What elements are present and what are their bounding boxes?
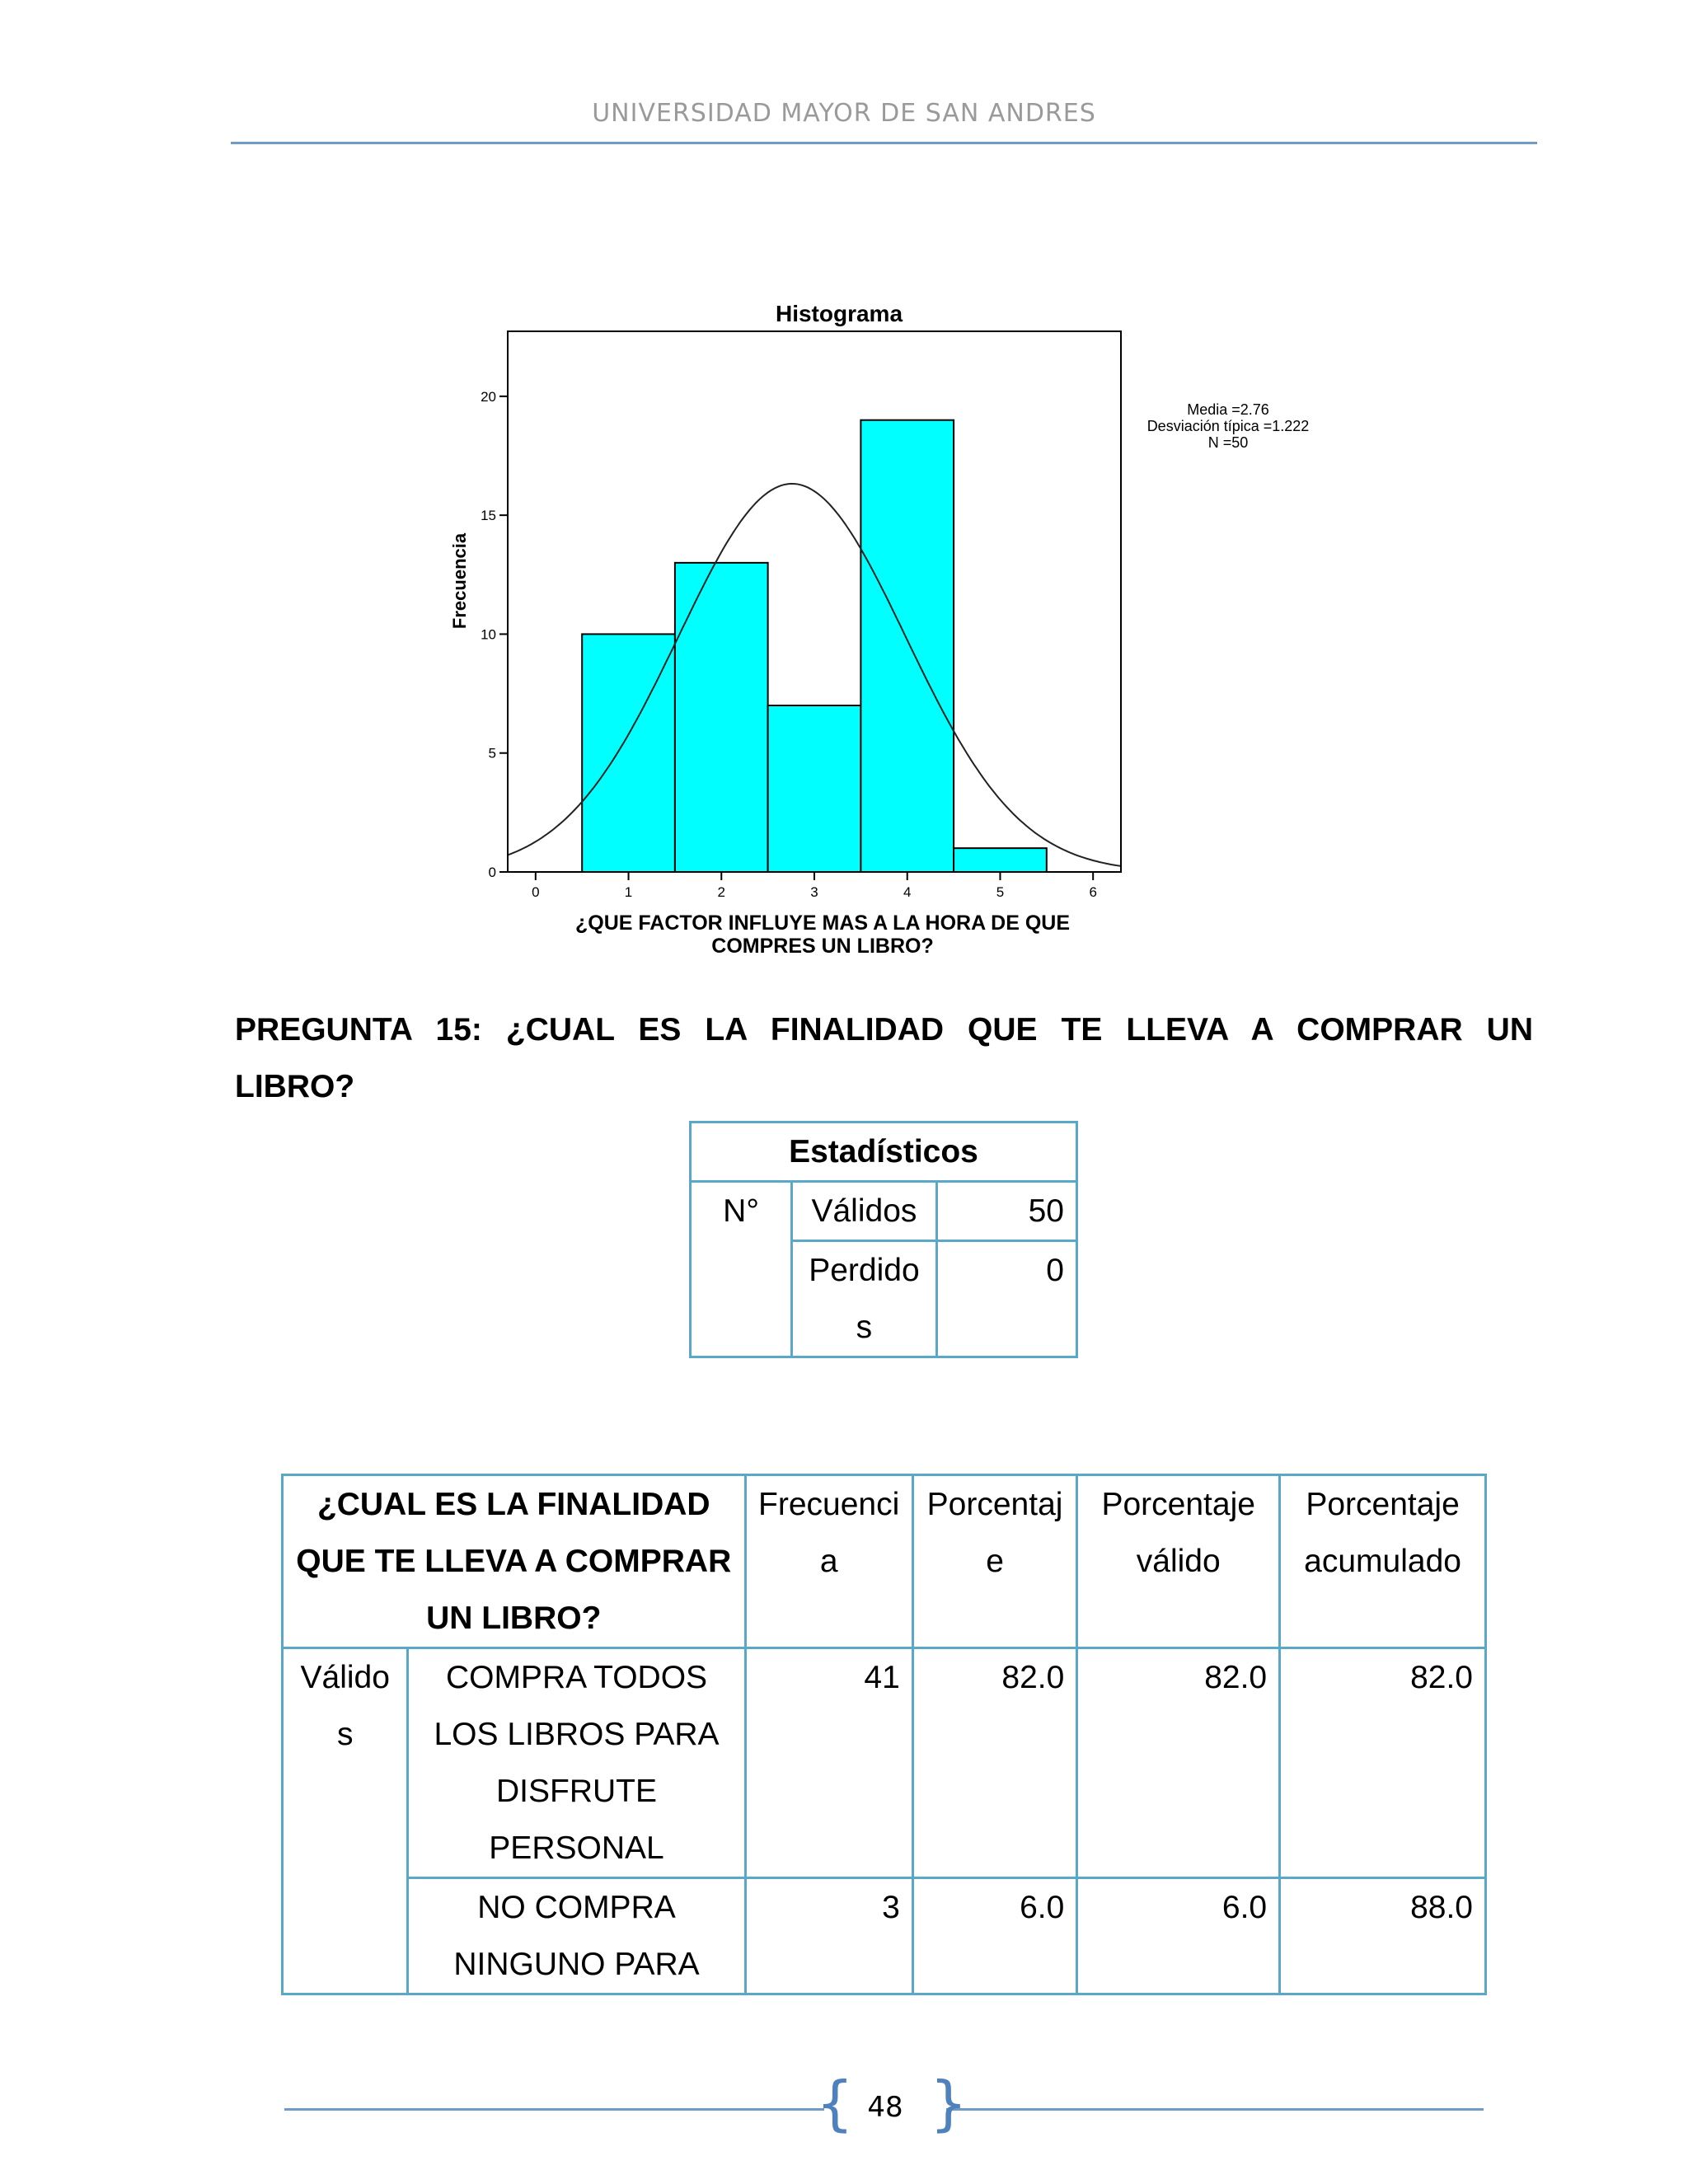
y-tick-label: 5 bbox=[488, 745, 496, 762]
statistics-title: Estadísticos bbox=[691, 1122, 1077, 1182]
y-tick-label: 15 bbox=[481, 508, 496, 524]
x-tick-label: 6 bbox=[1089, 884, 1097, 900]
row-valido: 82.0 bbox=[1077, 1648, 1280, 1878]
y-axis-label: Frecuencia bbox=[449, 532, 470, 630]
page-header: UNIVERSIDAD MAYOR DE SAN ANDRES bbox=[592, 99, 1096, 128]
histogram-bar bbox=[860, 420, 954, 872]
chart-title: Histograma bbox=[775, 301, 903, 326]
y-tick-label: 20 bbox=[481, 388, 496, 405]
row-frecuencia: 3 bbox=[745, 1878, 912, 1994]
x-axis-label: COMPRES UN LIBRO? bbox=[711, 935, 934, 958]
header-porcentaje-acumulado: Porcentaje acumulado bbox=[1280, 1475, 1486, 1648]
left-brace-icon: { bbox=[816, 2069, 854, 2138]
x-tick-label: 0 bbox=[532, 884, 540, 900]
group-label: Válidos bbox=[283, 1648, 408, 1994]
legend-entry: Media =2.76 bbox=[1187, 401, 1269, 418]
valid-value: 50 bbox=[936, 1182, 1076, 1241]
statistics-table bbox=[689, 1121, 1078, 1358]
x-tick-label: 3 bbox=[810, 884, 818, 900]
row-acumulado: 82.0 bbox=[1280, 1648, 1486, 1878]
header-question: ¿CUAL ES LA FINALIDAD QUE TE LLEVA A COMPRAR UN LIBRO? bbox=[283, 1475, 746, 1648]
frequency-table bbox=[281, 1474, 1487, 1995]
histogram-chart bbox=[429, 288, 1335, 964]
y-tick-label: 0 bbox=[488, 865, 496, 880]
header-frecuencia: Frecuencia bbox=[745, 1475, 912, 1648]
histogram-bar bbox=[768, 705, 861, 872]
lost-label: Perdidos bbox=[792, 1241, 937, 1357]
x-tick-label: 1 bbox=[624, 884, 633, 900]
x-tick-label: 2 bbox=[717, 884, 726, 900]
page-number: 48 bbox=[867, 2091, 903, 2124]
valid-label: Válidos bbox=[792, 1182, 937, 1241]
histogram-svg bbox=[429, 288, 1335, 964]
row-label: COMPRA TODOS LOS LIBROS PARA DISFRUTE PERSONAL bbox=[408, 1648, 745, 1878]
histogram-bar bbox=[954, 848, 1047, 872]
row-valido: 6.0 bbox=[1077, 1878, 1280, 1994]
header-porcentaje: Porcentaje bbox=[912, 1475, 1076, 1648]
row-acumulado: 88.0 bbox=[1280, 1878, 1486, 1994]
y-tick-label: 10 bbox=[481, 626, 496, 643]
n-label: N° bbox=[691, 1182, 792, 1357]
row-porcentaje: 6.0 bbox=[912, 1878, 1076, 1994]
footer-divider-left bbox=[284, 2108, 824, 2111]
row-label: NO COMPRA NINGUNO PARA bbox=[408, 1878, 745, 1994]
histogram-bar bbox=[582, 634, 675, 872]
footer-divider-right bbox=[946, 2108, 1484, 2111]
lost-value: 0 bbox=[936, 1241, 1076, 1357]
row-porcentaje: 82.0 bbox=[912, 1648, 1076, 1878]
legend-entry: N =50 bbox=[1207, 434, 1249, 451]
legend-entry: Desviación típica =1.222 bbox=[1146, 418, 1310, 434]
histogram-bar bbox=[675, 563, 768, 872]
header-porcentaje-valido: Porcentaje válido bbox=[1077, 1475, 1280, 1648]
right-brace-icon: } bbox=[930, 2069, 968, 2138]
x-tick-label: 4 bbox=[903, 884, 912, 900]
x-axis-label: ¿QUE FACTOR INFLUYE MAS A LA HORA DE QUE bbox=[574, 912, 1071, 935]
x-tick-label: 5 bbox=[996, 884, 1005, 900]
question-heading: PREGUNTA 15: ¿CUAL ES LA FINALIDAD QUE TE LLEVA A COMPRAR UN LIBRO? bbox=[235, 1012, 1533, 1104]
header-divider bbox=[231, 142, 1537, 144]
row-frecuencia: 41 bbox=[745, 1648, 912, 1878]
